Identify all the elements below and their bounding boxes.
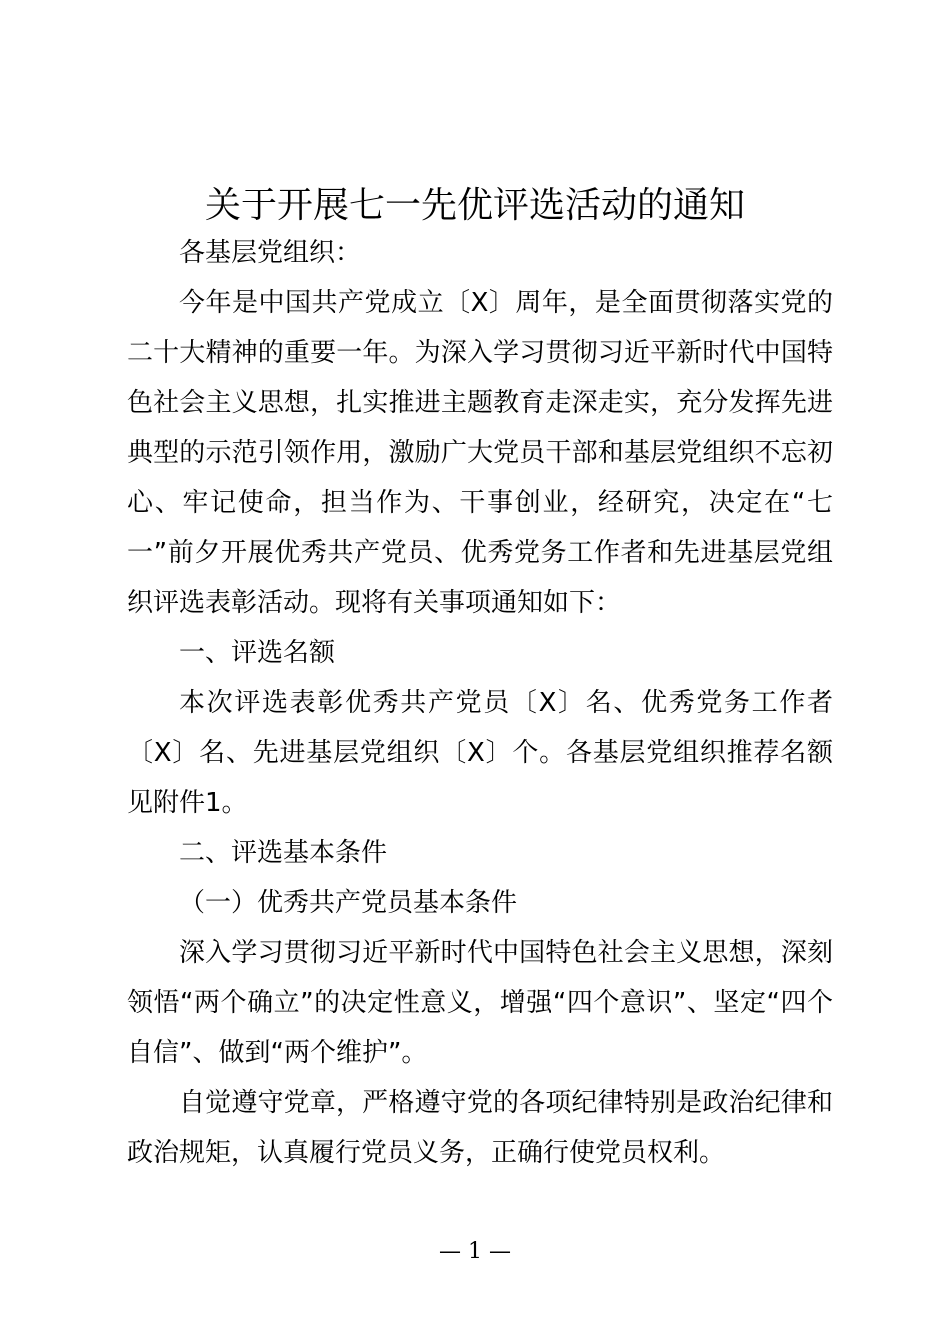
page-number: — 1 — bbox=[439, 1239, 511, 1264]
salutation: 各基层党组织： bbox=[179, 238, 362, 268]
paragraph-quota: 本次评选表彰优秀共产党员〔X〕名、优秀党务工作者〔X〕名、先进基层党组织〔X〕个。各基层党组织推荐名额见附件1。 bbox=[127, 688, 833, 818]
subsection-heading-member-conditions: （一）优秀共产党员基本条件 bbox=[179, 888, 518, 918]
document-title: 关于开展七一先优评选活动的通知 bbox=[204, 185, 745, 226]
section-heading-quota: 一、评选名额 bbox=[179, 638, 336, 668]
paragraph-condition-discipline: 自觉遵守党章，严格遵守党的各项纪律特别是政治纪律和政治规矩，认真履行党员义务，正确行使党员权利。 bbox=[127, 1088, 833, 1168]
paragraph-intro: 今年是中国共产党成立〔X〕周年，是全面贯彻落实党的二十大精神的重要一年。为深入学习贯彻习近平新时代中国特色社会主义思想，扎实推进主题教育走深走实，充分发挥先进典型的示范引领作用，激励广大党员干部和基层党组织不忘初心、牢记使命，担当作为、干事创业，经研究，决定在“七一”前夕开展优秀共产党员、优秀党务工作者和先进基层党组织评选表彰活动。现将有关事项通知如下： bbox=[127, 288, 833, 618]
document-body bbox=[127, 228, 833, 1178]
paragraph-condition-study: 深入学习贯彻习近平新时代中国特色社会主义思想，深刻领悟“两个确立”的决定性意义，增强“四个意识”、坚定“四个自信”、做到“两个维护”。 bbox=[127, 938, 833, 1068]
section-heading-conditions: 二、评选基本条件 bbox=[179, 838, 388, 868]
